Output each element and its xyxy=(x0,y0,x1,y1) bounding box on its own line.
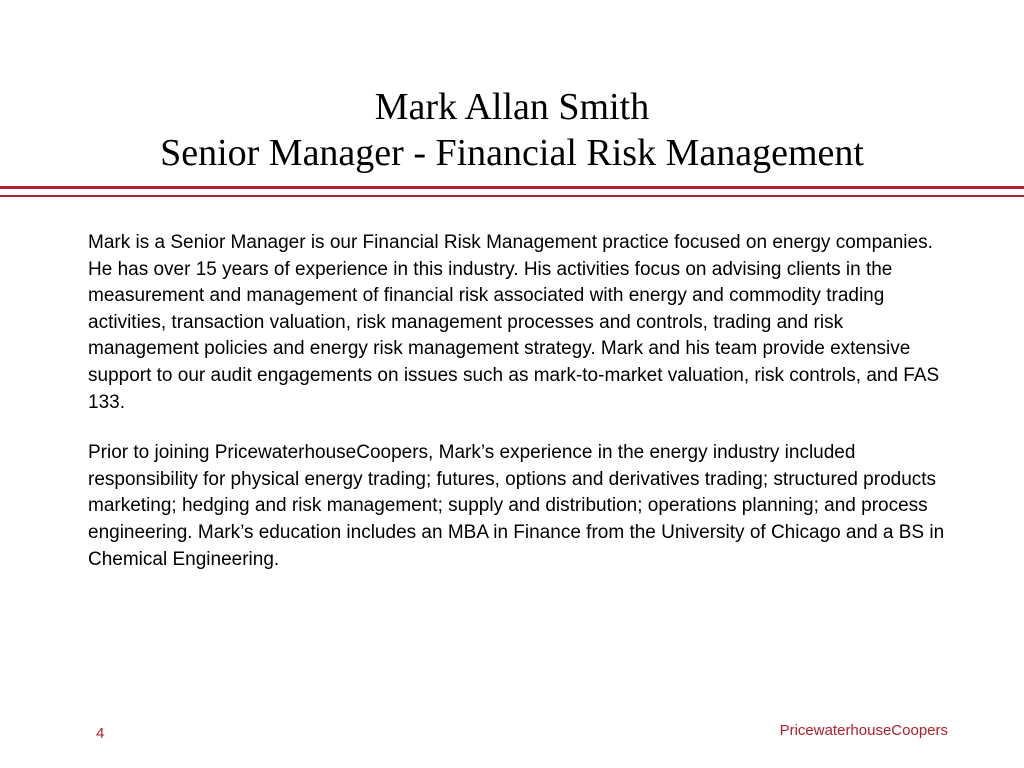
footer-brand: PricewaterhouseCoopers xyxy=(779,722,948,739)
title-role: Senior Manager - Financial Risk Management xyxy=(160,132,864,174)
bio-paragraph-2: Prior to joining PricewaterhouseCoopers, Mark’s experience in the energy industry included responsibility for physical energy trading; futures, options and derivatives trading; structured products marketing; hedging and risk management; supply and distribution; operations planning; and process engineering. Mark’s education includes an MBA in Finance from the University of Chicago and a BS in Chemical Engineering. xyxy=(88,442,945,570)
bio-paragraph-1: Mark is a Senior Manager is our Financial Risk Management practice focused on energy companies. He has over 15 years of experience in this industry. His activities focus on advising clients in the measurement and management of financial risk associated with energy and commodity trading activities, transaction valuation, risk management processes and controls, trading and risk management policies and energy risk management strategy. Mark and his team provide extensive support to our audit engagements on issues such as mark-to-market valuation, risk controls, and FAS 133. xyxy=(88,232,940,413)
title-divider-bottom xyxy=(0,195,1024,197)
page-number: 4 xyxy=(96,725,105,742)
title-name: Mark Allan Smith xyxy=(374,86,650,128)
slide-title xyxy=(0,84,1024,176)
title-divider-top xyxy=(0,186,1024,189)
slide-body xyxy=(88,230,948,597)
